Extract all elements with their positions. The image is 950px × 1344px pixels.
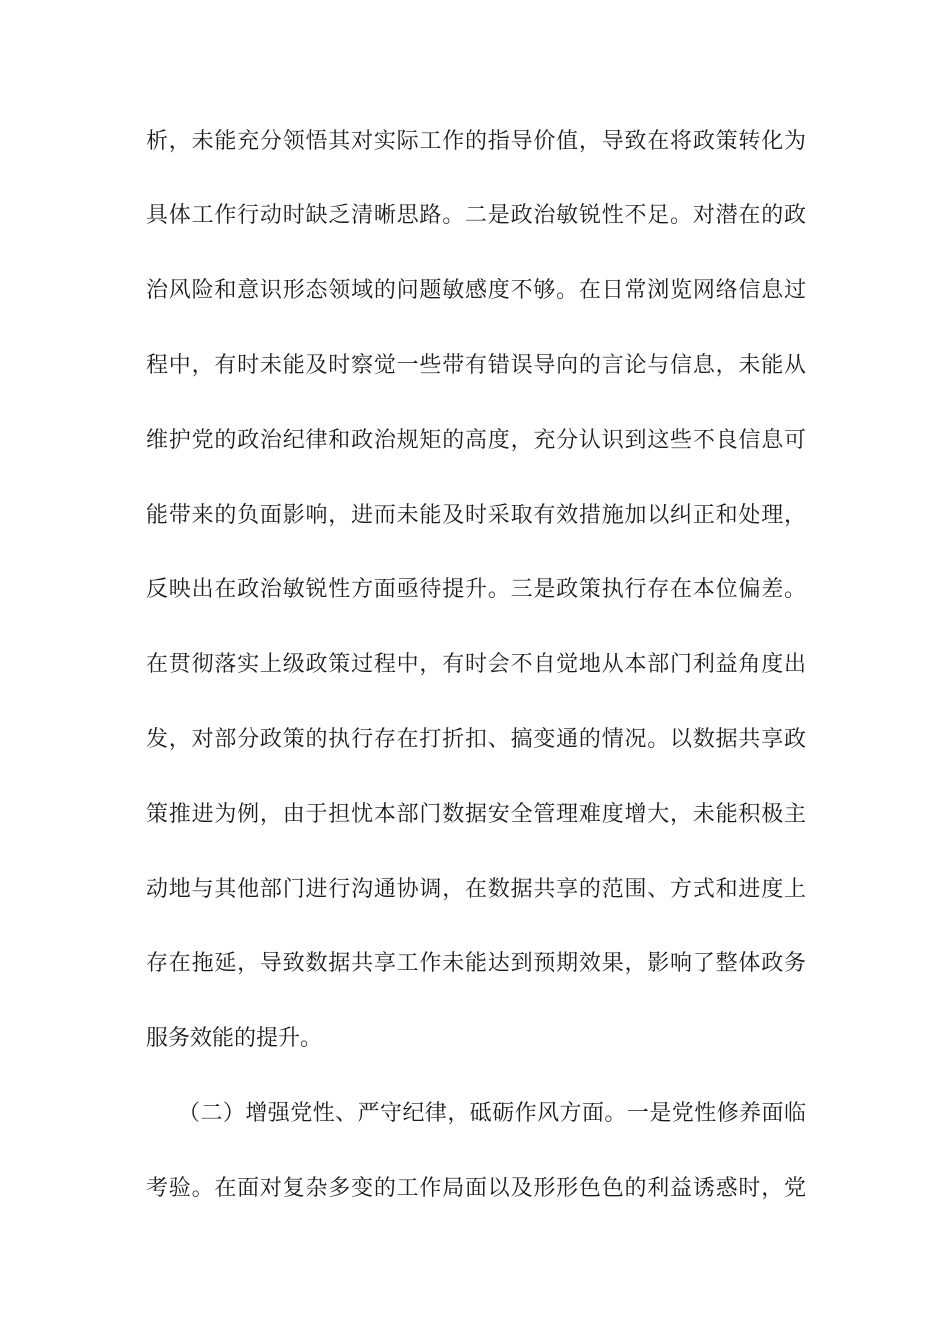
paragraph-line-6: 能带来的负面影响，进而未能及时采取有效措施加以纠正和处理， <box>146 503 806 528</box>
paragraph-line-9: 发，对部分政策的执行存在打折扣、搞变通的情况。以数据共享政 <box>146 727 806 752</box>
paragraph-line-15: 考验。在面对复杂多变的工作局面以及形形色色的利益诱惑时，党 <box>146 1176 806 1201</box>
paragraph-line-1: 析，未能充分领悟其对实际工作的指导价值，导致在将政策转化为 <box>146 129 806 154</box>
paragraph-line-13: 服务效能的提升。 <box>146 1026 323 1051</box>
paragraph-line-5: 维护党的政治纪律和政治规矩的高度，充分认识到这些不良信息可 <box>146 428 806 453</box>
paragraph-line-11: 动地与其他部门进行沟通协调，在数据共享的范围、方式和进度上 <box>146 877 806 902</box>
paragraph-line-2: 具体工作行动时缺乏清晰思路。二是政治敏锐性不足。对潜在的政 <box>146 203 806 228</box>
paragraph-line-8: 在贯彻落实上级政策过程中，有时会不自觉地从本部门利益角度出 <box>146 652 806 677</box>
paragraph-line-10: 策推进为例，由于担忧本部门数据安全管理难度增大，未能积极主 <box>146 802 806 827</box>
section-heading-line: （二）增强党性、严守纪律，砥砺作风方面。一是党性修养面临 <box>178 1101 806 1126</box>
paragraph-line-12: 存在拖延，导致数据共享工作未能达到预期效果，影响了整体政务 <box>146 951 806 976</box>
paragraph-line-4: 程中，有时未能及时察觉一些带有错误导向的言论与信息，未能从 <box>146 353 806 378</box>
paragraph-line-3: 治风险和意识形态领域的问题敏感度不够。在日常浏览网络信息过 <box>146 278 806 303</box>
paragraph-line-7: 反映出在政治敏锐性方面亟待提升。三是政策执行存在本位偏差。 <box>146 577 806 602</box>
